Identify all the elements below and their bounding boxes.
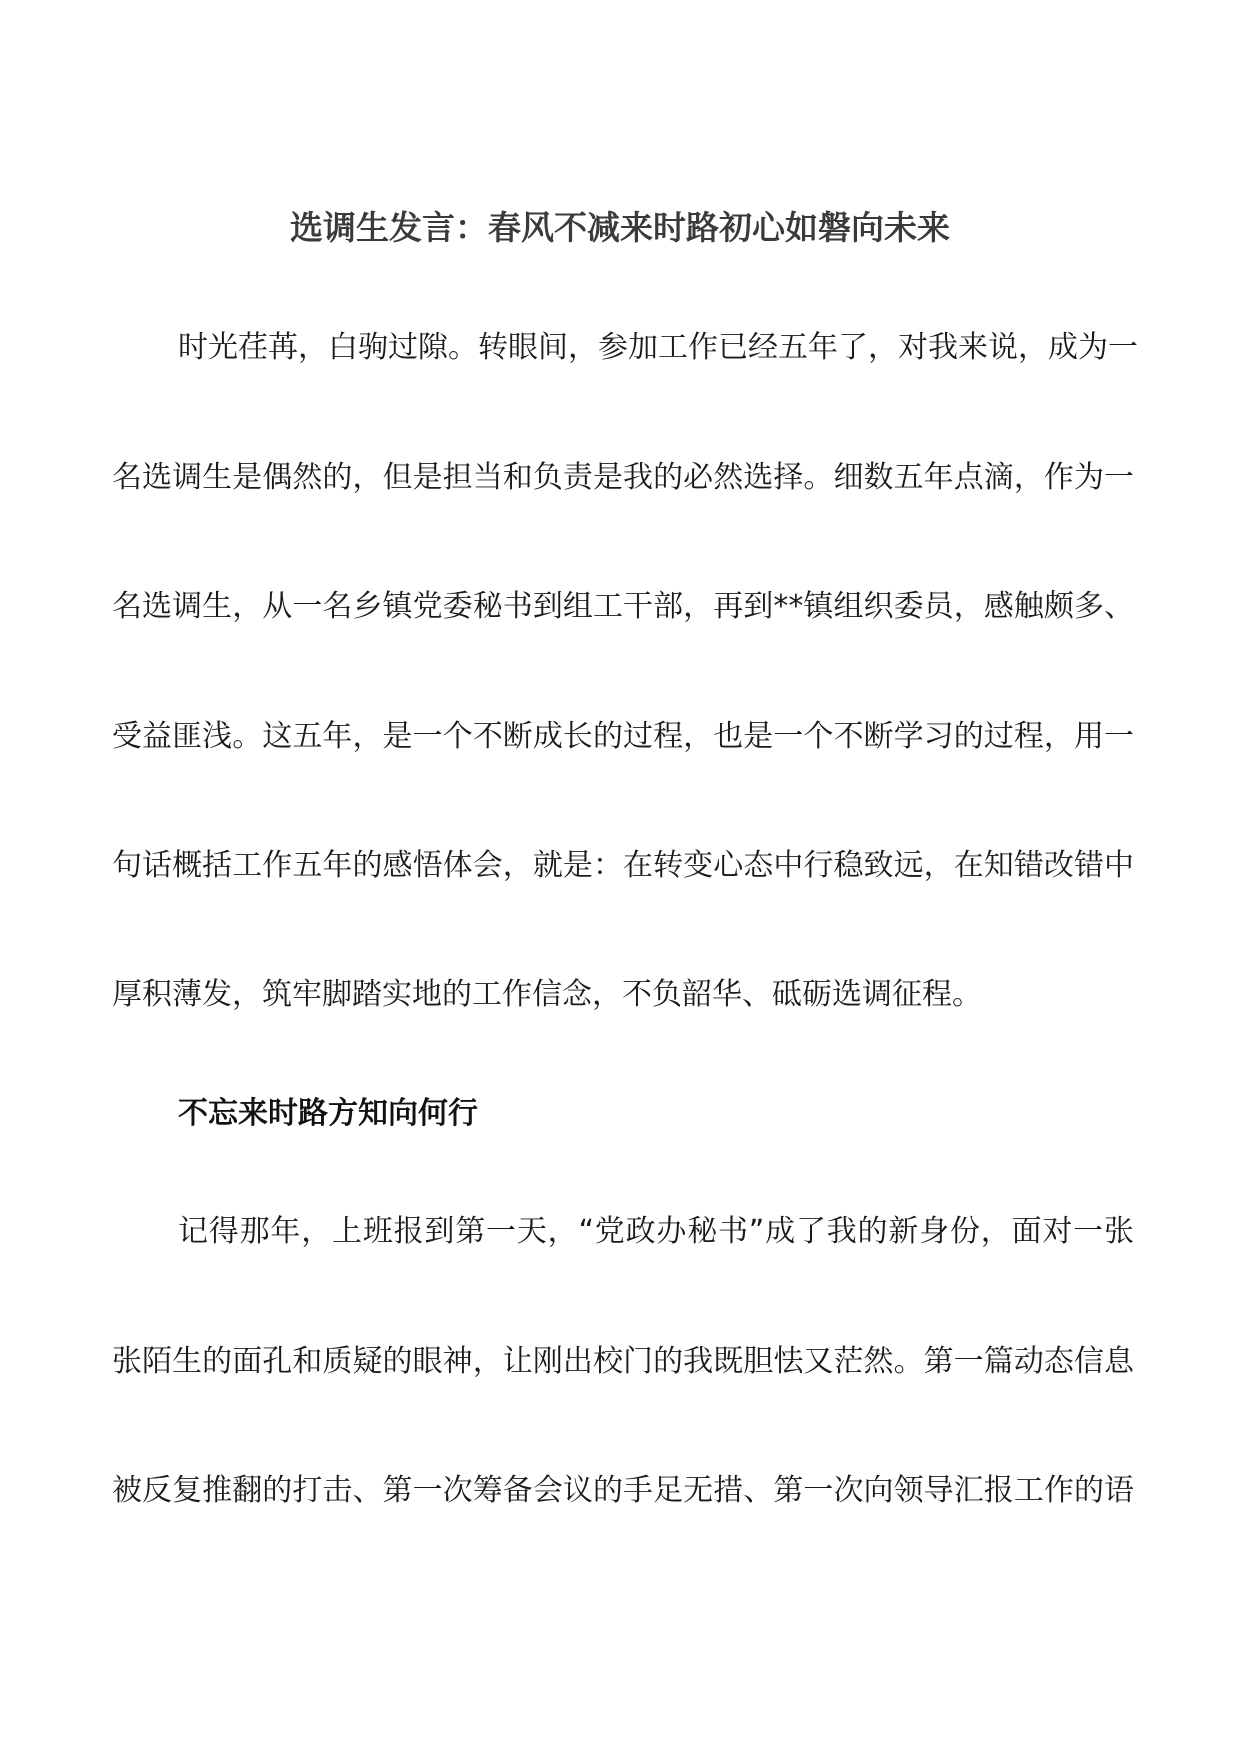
- paragraph-line: 被反复推翻的打击、第一次筹备会议的手足无措、第一次向领导汇报工作的语: [112, 1473, 1134, 1508]
- paragraph-line: 名选调生是偶然的，但是担当和负责是我的必然选择。细数五年点滴，作为一: [112, 460, 1134, 495]
- paragraph-line: 记得那年，上班报到第一天，“党政办秘书”成了我的新身份，面对一张: [178, 1214, 1134, 1249]
- document-title: 选调生发言：春风不减来时路初心如磐向未来: [290, 208, 950, 247]
- paragraph-line: 受益匪浅。这五年，是一个不断成长的过程，也是一个不断学习的过程，用一: [112, 719, 1134, 754]
- paragraph-line: 厚积薄发，筑牢脚踏实地的工作信念，不负韶华、砥砺选调征程。: [112, 977, 982, 1012]
- paragraph-line: 名选调生，从一名乡镇党委秘书到组工干部，再到**镇组织委员，感触颇多、: [112, 589, 1134, 624]
- paragraph-line: 句话概括工作五年的感悟体会，就是：在转变心态中行稳致远，在知错改错中: [112, 848, 1134, 883]
- paragraph-line: 张陌生的面孔和质疑的眼神，让刚出校门的我既胆怯又茫然。第一篇动态信息: [112, 1344, 1134, 1379]
- section-heading: 不忘来时路方知向何行: [178, 1096, 478, 1131]
- paragraph-line: 时光荏苒，白驹过隙。转眼间，参加工作已经五年了，对我来说，成为一: [178, 330, 1138, 365]
